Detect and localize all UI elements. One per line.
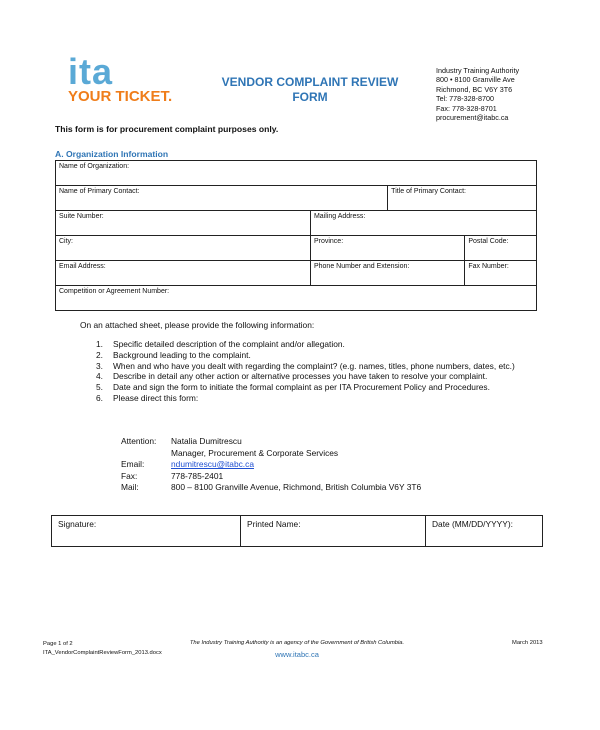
signature-field[interactable]: Signature: <box>52 516 241 547</box>
province-field[interactable]: Province: <box>310 236 464 261</box>
title-line-2: FORM <box>292 90 328 104</box>
phone-field[interactable]: Phone Number and Extension: <box>310 261 464 286</box>
suite-field[interactable]: Suite Number: <box>56 211 311 236</box>
list-item <box>96 371 536 382</box>
instructions-intro: On an attached sheet, please provide the following information: <box>80 320 315 330</box>
postal-code-field[interactable]: Postal Code: <box>465 236 537 261</box>
competition-number-field[interactable]: Competition or Agreement Number: <box>56 286 537 311</box>
list-item-number: 3. <box>96 360 103 371</box>
attention-label: Attention: <box>121 436 157 446</box>
address-line: Industry Training Authority <box>436 66 520 75</box>
attention-name: Natalia Dumitrescu <box>171 436 242 446</box>
list-item <box>96 393 536 404</box>
attention-title: Manager, Procurement & Corporate Services <box>171 447 339 458</box>
instructions-list <box>96 339 536 404</box>
list-item <box>96 339 536 350</box>
list-item-number: 1. <box>96 339 103 349</box>
title-line-1: VENDOR COMPLAINT REVIEW <box>221 75 399 89</box>
list-item-text: Please direct this form: <box>113 392 199 403</box>
email-field[interactable]: Email Address: <box>56 261 311 286</box>
address-line: procurement@itabc.ca <box>436 113 509 123</box>
mail-label: Mail: <box>121 482 139 492</box>
fax-label: Fax: <box>121 470 138 481</box>
contact-block <box>121 436 421 494</box>
footer-agency: The Industry Training Authority is an agency of the Government of British Columbia. <box>189 640 405 646</box>
organization-field[interactable]: Name of Organization: <box>56 161 537 186</box>
address-block <box>436 66 519 122</box>
logo-mark: ita <box>68 51 114 92</box>
list-item-number: 6. <box>96 392 103 403</box>
printed-name-field[interactable]: Printed Name: <box>241 516 426 547</box>
page-number: Page 1 of 2 <box>43 641 73 647</box>
address-line: 800 • 8100 Granville Ave <box>436 75 515 85</box>
city-field[interactable]: City: <box>56 236 311 261</box>
date-field[interactable]: Date (MM/DD/YYYY): <box>426 516 543 547</box>
email-label: Email: <box>121 459 145 469</box>
intro-text: This form is for procurement complaint purposes only. <box>55 124 279 134</box>
section-a-heading: A. Organization Information <box>55 149 169 159</box>
list-item-text: Background leading to the complaint. <box>113 349 251 360</box>
list-item-text: When and who have you dealt with regarding the complaint? (e.g. names, titles, phone numbers, dates, etc.) <box>113 360 515 371</box>
mail-address: 800 – 8100 Granville Avenue, Richmond, British Columbia V6Y 3T6 <box>171 482 422 492</box>
list-item <box>96 361 536 372</box>
list-item-text: Date and sign the form to initiate the formal complaint as per ITA Procurement Policy and Procedures. <box>113 382 490 393</box>
signature-table <box>51 515 543 547</box>
list-item-text: Specific detailed description of the complaint and/or allegation. <box>113 339 345 349</box>
footer-date: March 2013 <box>512 640 543 646</box>
list-item-number: 5. <box>96 382 103 393</box>
list-item-text: Describe in detail any other action or alternative processes you have taken to resolve your complaint. <box>113 371 488 382</box>
organization-info-table <box>55 160 537 311</box>
document-title <box>200 75 420 105</box>
list-item-number: 4. <box>96 371 103 382</box>
mailing-address-field[interactable]: Mailing Address: <box>310 211 536 236</box>
footer-left <box>43 640 162 658</box>
title-contact-field[interactable]: Title of Primary Contact: <box>388 186 537 211</box>
email-link[interactable]: ndumitrescu@itabc.ca <box>171 459 254 469</box>
fax-field[interactable]: Fax Number: <box>465 261 537 286</box>
file-name: ITA_VendorComplaintReviewForm_2013.docx <box>43 650 162 656</box>
fax-number: 778-785-2401 <box>171 470 224 481</box>
address-line: Fax: 778-328-8701 <box>436 103 497 113</box>
list-item <box>96 350 536 361</box>
address-line: Richmond, BC V6Y 3T6 <box>436 84 513 94</box>
primary-contact-field[interactable]: Name of Primary Contact: <box>56 186 388 211</box>
footer-website-link[interactable]: www.itabc.ca <box>275 650 319 659</box>
list-item <box>96 382 536 393</box>
list-item-number: 2. <box>96 349 103 360</box>
address-line: Tel: 778-328-8700 <box>436 94 494 104</box>
logo-tagline: YOUR TICKET. <box>68 88 173 105</box>
